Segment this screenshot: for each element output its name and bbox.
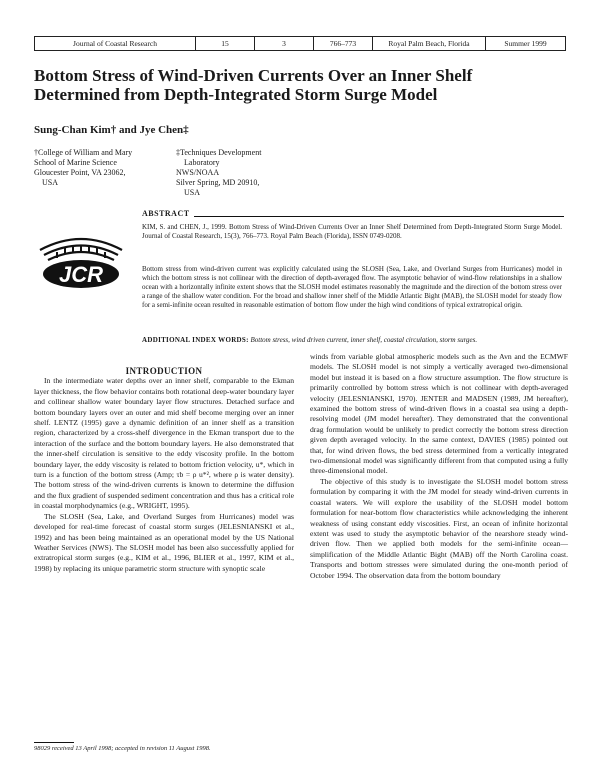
body-column-left xyxy=(34,366,294,574)
received-footnote: 98029 received 13 April 1998; accepted in revision 11 August 1998. xyxy=(34,745,211,752)
abstract-heading: ABSTRACT xyxy=(142,209,194,218)
affiliation-line: †College of William and Mary xyxy=(34,148,133,157)
paper-authors: Sung-Chan Kim† and Jye Chen‡ xyxy=(34,124,189,136)
jcr-logo-icon xyxy=(34,224,128,290)
affiliation-line: Silver Spring, MD 20910, xyxy=(176,178,260,187)
citation-text: KIM, S. and CHEN, J., 1999. Bottom Stress of Wind-Driven Currents Over an Inner Shelf Determined from Depth-Integrated Storm Surge Model. Journal of Coastal Research, 15(3), 766–773. Royal Palm Beach (Florida), ISSN 0749-0208. xyxy=(142,223,562,240)
abstract-divider xyxy=(142,216,564,217)
index-words-list: Bottom stress, wind driven current, inner shelf, coastal circulation, storm surges. xyxy=(250,336,478,344)
section-heading-introduction: INTRODUCTION xyxy=(125,366,203,376)
logo-text: JCR xyxy=(58,262,104,287)
journal-header-bar xyxy=(34,36,566,51)
header-location: Royal Palm Beach, Florida xyxy=(373,37,486,50)
index-words xyxy=(142,336,562,345)
affiliation-1 xyxy=(34,148,169,188)
header-date: Summer 1999 xyxy=(504,39,547,48)
affiliation-line: ‡Techniques Development xyxy=(176,148,262,157)
affiliation-line: School of Marine Science xyxy=(34,158,117,167)
affiliation-line: USA xyxy=(184,188,201,197)
header-journal: Journal of Coastal Research xyxy=(35,37,196,50)
body-paragraph: The objective of this study is to investigate the SLOSH model bottom stress formulation by comparing it with the JM model for steady wind-driven currents in coastal waters. We will explore the usability of the SLOSH model bottom formulation for near-bottom flow characteristics while acknowledging the inherent weakness of using constant eddy viscosities. First, an ocean of infinite horizontal extent was used to study the asymptotic behavior of the nearshore steady wind-driven flow. Then we applied both models for the semi-infinite ocean—simplification of the Middle Atlantic Bight (MAB) off the North Carolina coast. Transports and bottom stresses were simulated during the one-month period of October 1994. The observation data from the bottom boundary xyxy=(310,476,568,580)
header-volume: 15 xyxy=(196,37,255,50)
footnote-divider xyxy=(34,742,74,743)
affiliation-line: USA xyxy=(42,178,59,187)
paper-title: Bottom Stress of Wind-Driven Currents Over an Inner Shelf Determined from Depth-Integrated Storm Surge Model xyxy=(34,66,473,104)
body-paragraph: winds from variable global atmospheric models such as the Avn and the ECMWF models. The SLOSH model is not simply a vertically averaged two-dimensional model but instead it is based on a flow structure assumption. The flow structure is primarily controlled by bottom stress which is not collinear with depth-averaged velocity (JELESNIANSKI, 1970). JENTER and MADSEN (1989, JM hereafter), examined the bottom stress of wind-driven flows in a coastal sea using a depth-resolving model (JM model hereafter). They demonstrated that the conventional drag formulation would be unlikely to predict correctly the bottom stress direction given depth averaged velocity. In the same context, DAVIES (1985) pointed out that, for wind driven flows, the bed stress determined from a vertically integrated two-dimensional model was significantly different from that computed using a fully three-dimensional model. xyxy=(310,352,568,476)
header-issue: 3 xyxy=(255,37,314,50)
affiliation-line: NWS/NOAA xyxy=(176,168,220,177)
body-column-right xyxy=(310,352,568,581)
index-words-label: ADDITIONAL INDEX WORDS: xyxy=(142,336,249,344)
affiliation-line: Gloucester Point, VA 23062, xyxy=(34,168,126,177)
abstract-text: Bottom stress from wind-driven current was explicitly calculated using the SLOSH (Sea, Lake, and Overland Surges from Hurricanes) model in which the bottom stress is not collinear with the direction of depth-averaged flow. The asymptotic behavior of wind-flow relationships in a shallow ocean with a horizontally infinite extent shows that the SLOSH model estimates reasonably the magnitude and the direction of the bottom stress over a range of the shallow water condition. For the broad and shallow inner shelf of the Middle Atlantic Bight (MAB), the SLOSH model for steady flow for a semi-infinite ocean resulted in reasonable estimation of bottom flow under the high wind conditions of typical extratropical origin. xyxy=(142,265,562,309)
affiliation-line: Laboratory xyxy=(184,158,220,167)
header-pages: 766–773 xyxy=(314,37,373,50)
body-paragraph: The SLOSH (Sea, Lake, and Overland Surges from Hurricanes) model was developed for real-time forecast of coastal storm surges (JELESNIANSKI et al., 1992) and has been being maintained as an operational model by the US National Weather Services (NWS). The SLOSH model has been also successfully applied for extratropical storm surges (e.g., KIM et al., 1996, BLIER et al., 1997, KIM et al., 1998) by replacing its unique parametric storm structure with synoptic scale xyxy=(34,511,294,573)
body-paragraph: In the intermediate water depths over an inner shelf, comparable to the Ekman layer thickness, the flow behavior contains both rotational deep-water boundary layer and collinear shallow water boundary layer flow structures. Detached surface and bottom boundary layers over an outer and mid shelf become merging over an inner shelf. LENTZ (1995) gave a dynamic definition of an inner shelf as a transition region, characterized by a cross-shelf divergence in the Ekman transport due to the interaction of the surface and the bottom boundary layers. He also demonstrated that the inner-shelf circulation is sensitive to the eddy viscosity profile. In the bottom boundary layer, the eddy viscosity is related to bottom friction velocity, u*, which in turn is a function of the bottom stress (Amp; τb = ρ u*², where ρ is water density). The bottom stress of the wind-driven currents is known to determine the diffusion and the flux gradient of suspended sediment concentration and thus has a critical role in coastal morphodynamics (e.g., WRIGHT, 1995). xyxy=(34,376,294,511)
affiliation-2 xyxy=(176,148,296,198)
